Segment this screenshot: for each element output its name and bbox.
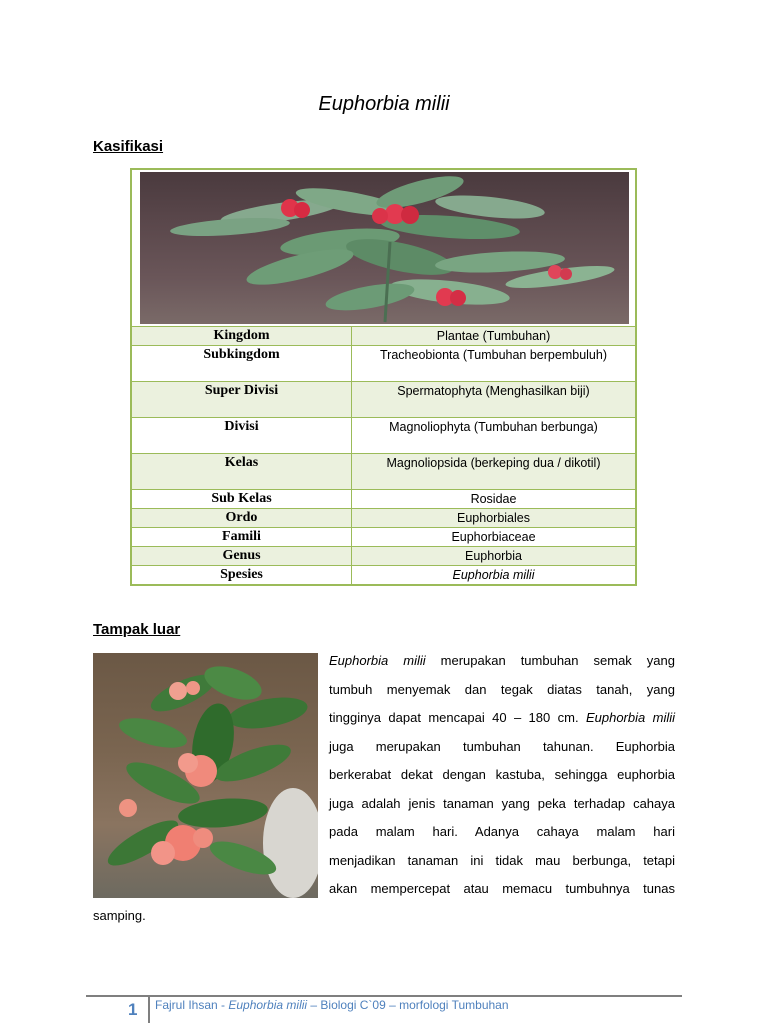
footer-text [155,998,509,1012]
classification-row [132,546,635,565]
classification-row [132,345,635,381]
paragraph-line: juga merupakan tumbuhan tahunan. Euphorbia [329,738,675,754]
classification-row [132,453,635,489]
footer-title: Euphorbia milii [228,998,308,1012]
species-name: Euphorbia milii [329,653,426,668]
paragraph-line: pada malam hari. Adanya cahaya malam hari [329,824,675,839]
page-title: Euphorbia milii [318,93,450,115]
rank-label: Divisi [132,418,352,453]
rank-value: Magnoliopsida (berkeping dua / dikotil) [386,456,601,470]
rank-value: Tracheobionta (Tumbuhan berpembuluh) [380,348,607,362]
rank-label: Super Divisi [132,382,352,417]
page-number: 1 [128,1000,138,1019]
footer-course: – Biologi C`09 – morfologi Tumbuhan [307,998,509,1012]
appearance-heading: Tampak luar [93,621,181,638]
rank-label: Genus [132,547,352,565]
footer-author: Fajrul Ihsan - [155,998,229,1012]
rank-value: Rosidae [470,492,517,506]
classification-row [132,527,635,546]
euphorbia-plant-image [140,172,629,324]
rank-value: Euphorbiales [457,511,530,525]
plant-photo-top [140,172,629,324]
classification-table [130,168,637,586]
paragraph-text: merupakan tumbuhan semak yang [425,653,675,668]
rank-label: Kingdom [132,327,352,345]
rank-value: Spermatophyta (Menghasilkan biji) [397,384,590,398]
footer-divider [86,995,682,997]
paragraph-line [329,704,675,733]
rank-label: Subkingdom [132,346,352,381]
classification-row [132,508,635,527]
classification-heading: Kasifikasi [93,138,164,155]
paragraph-line: berkerabat dekat dengan kastuba, sehingga euphorbia [329,767,675,782]
paragraph-line [329,647,675,676]
footer-separator [148,995,150,1023]
classification-row [132,326,635,345]
euphorbia-closeup-image [93,653,318,898]
plant-photo-bottom [93,653,318,898]
rank-label: Famili [132,528,352,546]
paragraph-last-line: samping. [93,908,146,923]
species-name: Euphorbia milii [585,710,676,725]
rank-value: Plantae (Tumbuhan) [436,329,551,343]
rank-value: Euphorbia milii [452,568,535,582]
rank-value: Magnoliophyta (Tumbuhan berbunga) [389,420,598,434]
paragraph-line: juga adalah jenis tanaman yang peka terhadap cahaya [329,795,675,811]
classification-row [132,417,635,453]
rank-label: Sub Kelas [132,490,352,508]
description-paragraph [329,647,675,904]
paragraph-text: tingginya dapat mencapai 40 – 180 cm. [329,710,586,725]
classification-row [132,381,635,417]
rank-label: Ordo [132,509,352,527]
classification-row [132,489,635,508]
rank-value: Euphorbiaceae [451,530,536,544]
paragraph-line: menjadikan tanaman ini tidak mau berbunga, tetapi [329,852,675,868]
rank-value: Euphorbia [465,549,522,563]
paragraph-line: akan mempercepat atau memacu tumbuhnya tunas [329,881,675,896]
rank-label: Kelas [132,454,352,489]
paragraph-line: tumbuh menyemak dan tegak diatas tanah, yang [329,681,675,697]
rank-label: Spesies [132,566,352,584]
classification-row [132,565,635,584]
